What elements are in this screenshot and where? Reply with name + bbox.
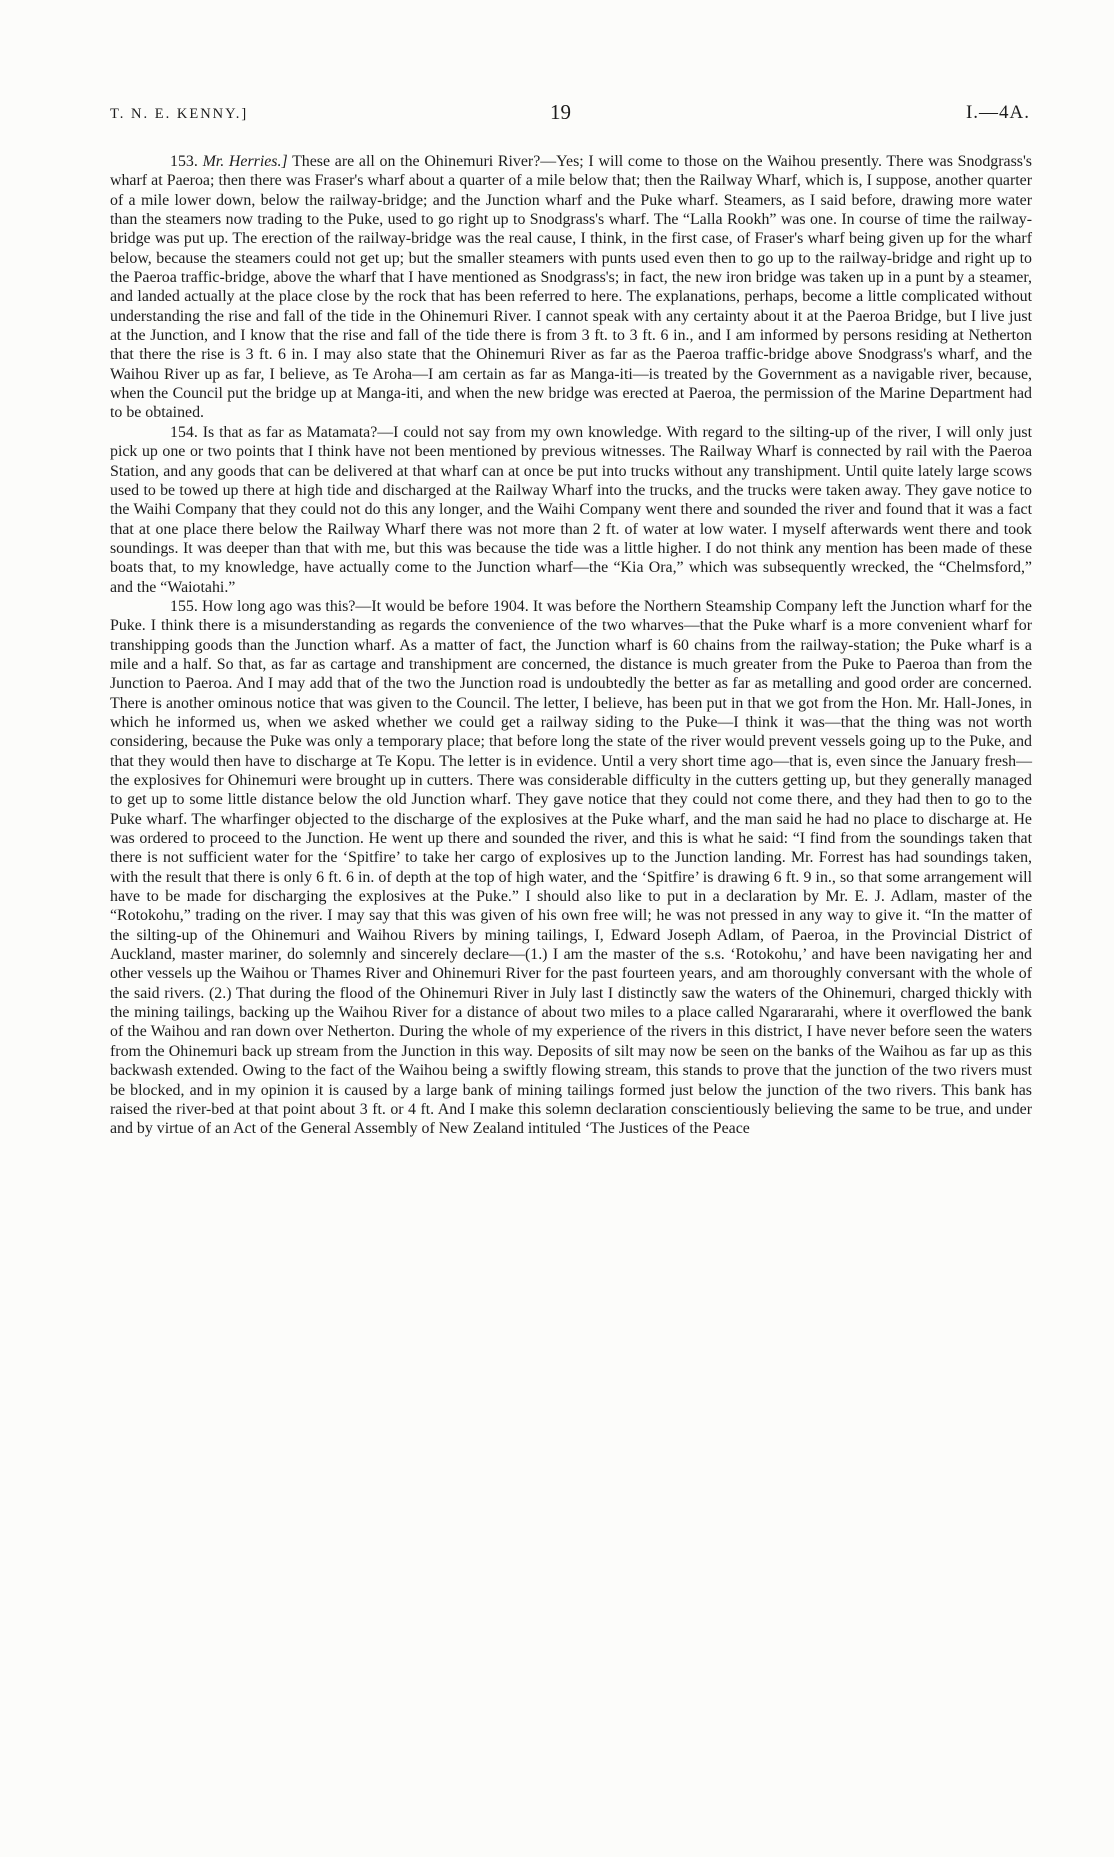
page-number: 19 bbox=[550, 100, 571, 124]
paragraph-155 bbox=[110, 597, 1032, 1139]
paragraph-text: These are all on the Ohinemuri River?—Yes; I will come to those on the Waihou presently. There was Snodgrass's wharf at Paeroa; then there was Fraser's wharf about a quarter of a mile below that; then the Railway Wharf, which is, I suppose, another quarter of a mile lower down, below the railway-bridge; and the Junction wharf and the Puke wharf. Steamers, as I said before, drawing more water than the steamers now trading to the Puke, used to go right up to Snodgrass's wharf. The “Lalla Rookh” was one. In course of time the railway-bridge was put up. The erection of the railway-bridge was the real cause, I think, in the first case, of Fraser's wharf being given up for the wharf below, because the steamers could not get up; but the smaller steamers with punts used even then to go up to the railway-bridge and right up to the Paeroa traffic-bridge, above the wharf that I have mentioned as Snodgrass's; in fact, the new iron bridge was taken up in a punt by a steamer, and landed actually at the place close by the rock that has been referred to here. The explanations, perhaps, become a little complicated without understanding the rise and fall of the tide in the Ohinemuri River. I cannot speak with any certainty about it at the Paeroa Bridge, but I live just at the Junction, and I know that the rise and fall of the tide there is from 3 ft. to 3 ft. 6 in., and I am informed by persons residing at Netherton that there the rise is 3 ft. 6 in. I may also state that the Ohinemuri River as far as the Paeroa traffic-bridge above Snodgrass's wharf, and the Waihou River up as far, I believe, as Te Aroha—I am certain as far as Manga-iti—is treated by the Government as a navigable river, because, when the Council put the bridge up at Manga-iti, and when the new bridge was erected at Paeroa, the permission of the Marine Department had to be obtained. bbox=[110, 153, 1032, 422]
paragraph-text: Is that as far as Matamata?—I could not say from my own knowledge. With regard to the silting-up of the river, I will only just pick up one or two points that I think have not been mentioned by previous witnesses. The Railway Wharf is connected by rail with the Paeroa Station, and any goods that can be delivered at that wharf can at once be put into trucks without any transhipment. Until quite lately large scows used to be towed up there at high tide and discharged at the Railway Wharf into the trucks, and the trucks were taken away. They gave notice to the Waihi Company that they could not do this any longer, and the Waihi Company went there and sounded the river and found that it was a fact that at one place there below the Railway Wharf there was not more than 2 ft. of water at low water. I myself afterwards went there and took soundings. It was deeper than that with me, but this was because the tide was a little higher. I do not think any mention has been made of these boats that, to my knowledge, have actually come to the Junction wharf—the “Kia Ora,” which was subsequently wrecked, the “Chelmsford,” and the “Waiotahi.” bbox=[110, 423, 1032, 596]
question-number: 155. bbox=[170, 597, 198, 615]
paragraph-text: How long ago was this?—It would be before 1904. It was before the Northern Steamship Company left the Junction wharf for the Puke. I think there is a misunderstanding as regards the convenience of the two wharves—that the Puke wharf is a more convenient wharf for transhipping goods than the Junction wharf. As a matter of fact, the Junction wharf is 60 chains from the railway-station; the Puke wharf is a mile and a half. So that, as far as cartage and transhipment are concerned, the distance is much greater from the Puke to Paeroa than from the Junction to Paeroa. And I may add that of the two the Junction road is undoubtedly the better as far as metalling and good order are concerned. There is another ominous notice that was given to the Council. The letter, I believe, has been put in that we got from the Hon. Mr. Hall-Jones, in which he informed us, when we asked whether we could get a railway siding to the Puke—I think it was—that the thing was not worth considering, because the Puke was only a temporary place; that before long the state of the river would prevent vessels going up to the Puke, and that they would then have to discharge at Te Kopu. The letter is in evidence. Until a very short time ago—that is, even since the January fresh—the explosives for Ohinemuri were brought up in cutters. There was considerable difficulty in the cutters getting up, but they generally managed to get up to some little distance below the old Junction wharf. They gave notice that they could not come there, and they had then to go to the Puke wharf. The wharfinger objected to the discharge of the explosives at the Puke wharf, and the man said he had no place to discharge at. He was ordered to proceed to the Junction. He went up there and sounded the river, and this is what he said: “I find from the soundings taken that there is not sufficient water for the ‘Spitfire’ to take her cargo of explosives up to the Junction landing. Mr. Forrest has had soundings taken, with the result that there is only 6 ft. 6 in. of depth at the top of high water, and the ‘Spitfire’ is drawing 6 ft. 9 in., so that some arrangement will have to be made for discharging the explosives at the Puke.” I should also like to put in a declaration by Mr. E. J. Adlam, master of the “Rotokohu,” trading on the river. I may say that this was given of his own free will; he was not pressed in any way to give it. “In the matter of the silting-up of the Ohinemuri and Waihou Rivers by mining tailings, I, Edward Joseph Adlam, of Paeroa, in the Provincial District of Auckland, master mariner, do solemnly and sincerely declare—(1.) I am the master of the s.s. ‘Rotokohu,’ and have been navigating her and other vessels up the Waihou or Thames River and Ohinemuri River for the past fourteen years, and am thoroughly conversant with the whole of the said rivers. (2.) That during the flood of the Ohinemuri River in July last I distinctly saw the waters of the Ohinemuri, charged thickly with the mining tailings, backing up the Waihou River for a distance of about two miles to a place called Ngarararahi, where it overflowed the bank of the Waihou and ran down over Netherton. During the whole of my experience of the rivers in this district, I have never before seen the waters from the Ohinemuri back up stream from the Junction in this way. Deposits of silt may now be seen on the banks of the Waihou as far up as this backwash extended. Owing to the fact of the Waihou being a swiftly flowing stream, this stands to prove that the junction of the two rivers must be blocked, and in my opinion it is caused by a large bank of mining tailings formed just below the junction of the two rivers. This bank has raised the river-bed at that point about 3 ft. or 4 ft. And I make this solemn declaration conscientiously believing the same to be true, and under and by virtue of an Act of the General Assembly of New Zealand intituled ‘The Justices of the Peace bbox=[110, 597, 1032, 1138]
paragraph-153 bbox=[110, 152, 1032, 423]
paragraph-154 bbox=[110, 423, 1032, 597]
question-number: 154. bbox=[170, 423, 198, 441]
speaker-label: Mr. Herries.] bbox=[202, 153, 288, 170]
paper-reference: I.—4A. bbox=[965, 102, 1030, 123]
witness-name-header: T. N. E. KENNY.] bbox=[110, 106, 249, 122]
running-header bbox=[110, 100, 1030, 132]
question-number: 153. bbox=[170, 153, 198, 170]
body-text bbox=[110, 152, 1032, 1139]
